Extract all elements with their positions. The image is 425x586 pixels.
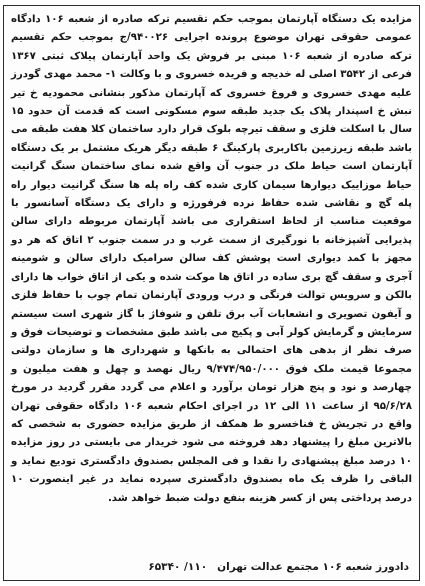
notice-footer	[14, 561, 409, 573]
legal-notice	[3, 5, 420, 581]
notice-code: ۱۱۰/ ۶۵۳۴۰	[148, 561, 208, 573]
notice-body-text: مزایده یک دستگاه آپارتمان بموجب حکم تقسیم ترکه صادره از شعبه ۱۰۶ دادگاه عمومی حقوقی تهران موضوع پرونده اجرایی ۹۴۰۰۲۶/ج بموجب حکم تقسیم ترکه صادره از شعبه ۱۰۶ مبنی بر فروش یک واحد آپارتمان پیلاک ثبتی ۱۳۶۷ فرعی از ۳۵۴۲ اصلی له خدیجه و فریده خسروی و با وکالت ۱- محمد مهدی گودرز علیه مهدی خسروی و فروغ خسروی که آپارتمان مذکور بنشانی محمودیه خ تیر نبش خ اسپندار پلاک یک جدید طبقه سوم مسکونی است که قدمت آن حدود ۱۵ سال با اسکلت فلزی و سقف تیرچه بلوک قرار دارد ساختمان کلا هفت طبقه می باشد طبقه زیرزمین باکاربری پارکینگ ۶ طبقه دیگر هریک مشتمل بر یک دستگاه آپارتمان است حیاط ملک در جنوب آن واقع شده نمای ساختمان سنگ گرانیت حیاط موزاییک دیوارها سیمان کاری شده کف راه پله ها سنگ گرانیت دیوار راه پله گچ و نقاشی شده حفاظ نرده فرفورژه و دارای یک دستگاه آسانسور با موقعیت مناسب از لحاظ استقراری می باشد آپارتمان مربوطه دارای سالن پذیرایی آشپزخانه با نورگیری از سمت غرب و در سمت جنوب ۲ اتاق که هر دو مجهز با کمد دیواری است پوشش کف سالن سرامیک دارای سالن و شومینه آجری و سقف گچ بری ساده در اتاق ها موکت شده و یکی از اتاق خواب ها دارای بالکن و سرویس توالت فرنگی و درب ورودی آپارتمان تمام چوب با حفاظ فلزی و آیفون تصویری و انشعابات آب برق تلفن و شوفاژ با گاز شهری است سیستم سرمایش و گرمایش کولر آبی و پکیج می باشد طبق مشخصات و توضیحات فوق و صرف نظر از بدهی های احتمالی به بانکها و شهرداری ها و سازمان دولتی مجموعا قیمت ملک فوق ۹/۴۷۴/۹۵۰/۰۰۰ ریال نهصد و چهل و هفت میلیون و چهارصد و نود و پنج هزار تومان برآورد و اعلام می گردد مقرر گردید در مورخ ۹۵/۶/۲۸ از ساعت ۱۱ الی ۱۲ در اجرای احکام شعبه ۱۰۶ دادگاه حقوقی تهران واقع در تجریش خ فناخسرو ط همکف از طریق مزایده حضوری به شخصی که بالاترین مبلغ را پیشنهاد دهد فروخته می شود خریدار می بایستی در روز مزایده ۱۰ درصد مبلغ پیشنهادی را نقدا و فی المجلس بصندوق دادگستری تودیع نماید و الباقی را ظرف یک ماه بصندوق دادگستری سپرده نماید در غیر اینصورت ۱۰ درصد پرداختی پس از کسر هزینه بنفع دولت ضبط خواهد شد.	[11, 14, 413, 504]
issuing-office: دادورز شعبه ۱۰۶ مجتمع عدالت تهران	[217, 561, 409, 573]
